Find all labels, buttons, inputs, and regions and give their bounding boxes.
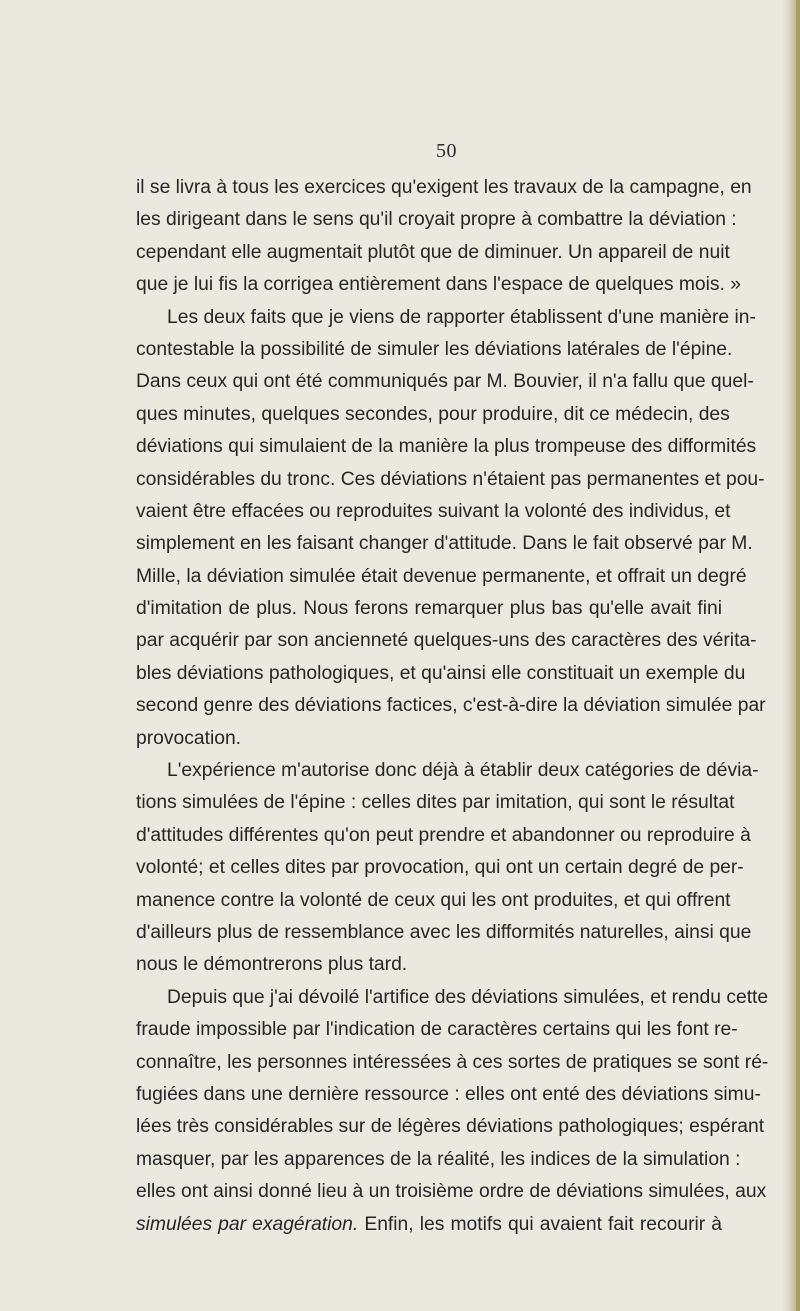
text-line: par acquérir par son ancienneté quelques-uns des caractères des vérita- — [136, 630, 757, 652]
text-line: d'imitation de plus. Nous ferons remarquer plus bas qu'elle avait fini — [136, 598, 722, 620]
text-line: nous le démontrerons plus tard. — [136, 954, 408, 976]
text-line: simplement en les faisant changer d'attitude. Dans le fait observé par M. — [136, 533, 753, 555]
text-line: Les deux faits que je viens de rapporter établissent d'une manière in- — [167, 306, 756, 328]
text-line: masquer, par les apparences de la réalité, les indices de la simulation : — [136, 1148, 741, 1170]
text-line: elles ont ainsi donné lieu à un troisième ordre de déviations simulées, aux — [136, 1181, 767, 1203]
text-line: second genre des déviations factices, c'est-à-dire la déviation simulée par — [136, 695, 766, 717]
text-line: vaient être effacées ou reproduites suivant la volonté des individus, et — [136, 500, 731, 522]
text-line: déviations qui simulaient de la manière la plus trompeuse des difformités — [136, 436, 757, 458]
page-number: 50 — [436, 140, 457, 162]
text-line: les dirigeant dans le sens qu'il croyait propre à combattre la déviation : — [136, 209, 737, 231]
text-line: contestable la possibilité de simuler les déviations latérales de l'épine. — [136, 338, 733, 360]
text-line: tions simulées de l'épine : celles dites par imitation, qui sont le résultat — [136, 792, 735, 814]
text-line: considérables du tronc. Ces déviations n'étaient pas permanentes et pou- — [136, 468, 765, 490]
body-text — [136, 172, 769, 1241]
text-line: Dans ceux qui ont été communiqués par M. Bouvier, il n'a fallu que quel- — [136, 371, 754, 393]
text-line: manence contre la volonté de ceux qui les ont produites, et qui offrent — [136, 889, 731, 911]
text-line: bles déviations pathologiques, et qu'ainsi elle constituait un exemple du — [136, 662, 746, 684]
text-line: fraude impossible par l'indication de caractères certains qui les font re- — [136, 1019, 738, 1041]
text-line: Mille, la déviation simulée était devenue permanente, et offrait un degré — [136, 565, 747, 587]
text-line-rest: Enfin, les motifs qui avaient fait recourir à — [358, 1213, 722, 1235]
text-line: Depuis que j'ai dévoilé l'artifice des déviations simulées, et rendu cette — [167, 986, 769, 1008]
page-edge-border — [796, 0, 800, 1311]
italic-phrase: simulées par exagération. — [136, 1213, 359, 1235]
text-line: provocation. — [136, 727, 242, 749]
text-line: volonté; et celles dites par provocation, qui ont un certain degré de per- — [136, 857, 744, 879]
text-line: que je lui fis la corrigea entièrement dans l'espace de quelques mois. » — [136, 274, 741, 296]
text-line: il se livra à tous les exercices qu'exigent les travaux de la campagne, en — [136, 177, 752, 198]
text-line: fugiées dans une dernière ressource : elles ont enté des déviations simu- — [136, 1083, 761, 1105]
text-line — [136, 1209, 722, 1241]
text-line: L'expérience m'autorise donc déjà à établir deux catégories de dévia- — [167, 760, 759, 782]
text-line: ques minutes, quelques secondes, pour produire, dit ce médecin, des — [136, 403, 730, 425]
text-line: lées très considérables sur de légères déviations pathologiques; espérant — [136, 1116, 765, 1138]
text-line: connaître, les personnes intéressées à ces sortes de pratiques se sont ré- — [136, 1051, 769, 1073]
text-line: cependant elle augmentait plutôt que de diminuer. Un appareil de nuit — [136, 241, 730, 263]
text-line: d'attitudes différentes qu'on peut prendre et abandonner ou reproduire à — [136, 824, 751, 846]
text-line: d'ailleurs plus de ressemblance avec les difformités naturelles, ainsi que — [136, 921, 752, 943]
